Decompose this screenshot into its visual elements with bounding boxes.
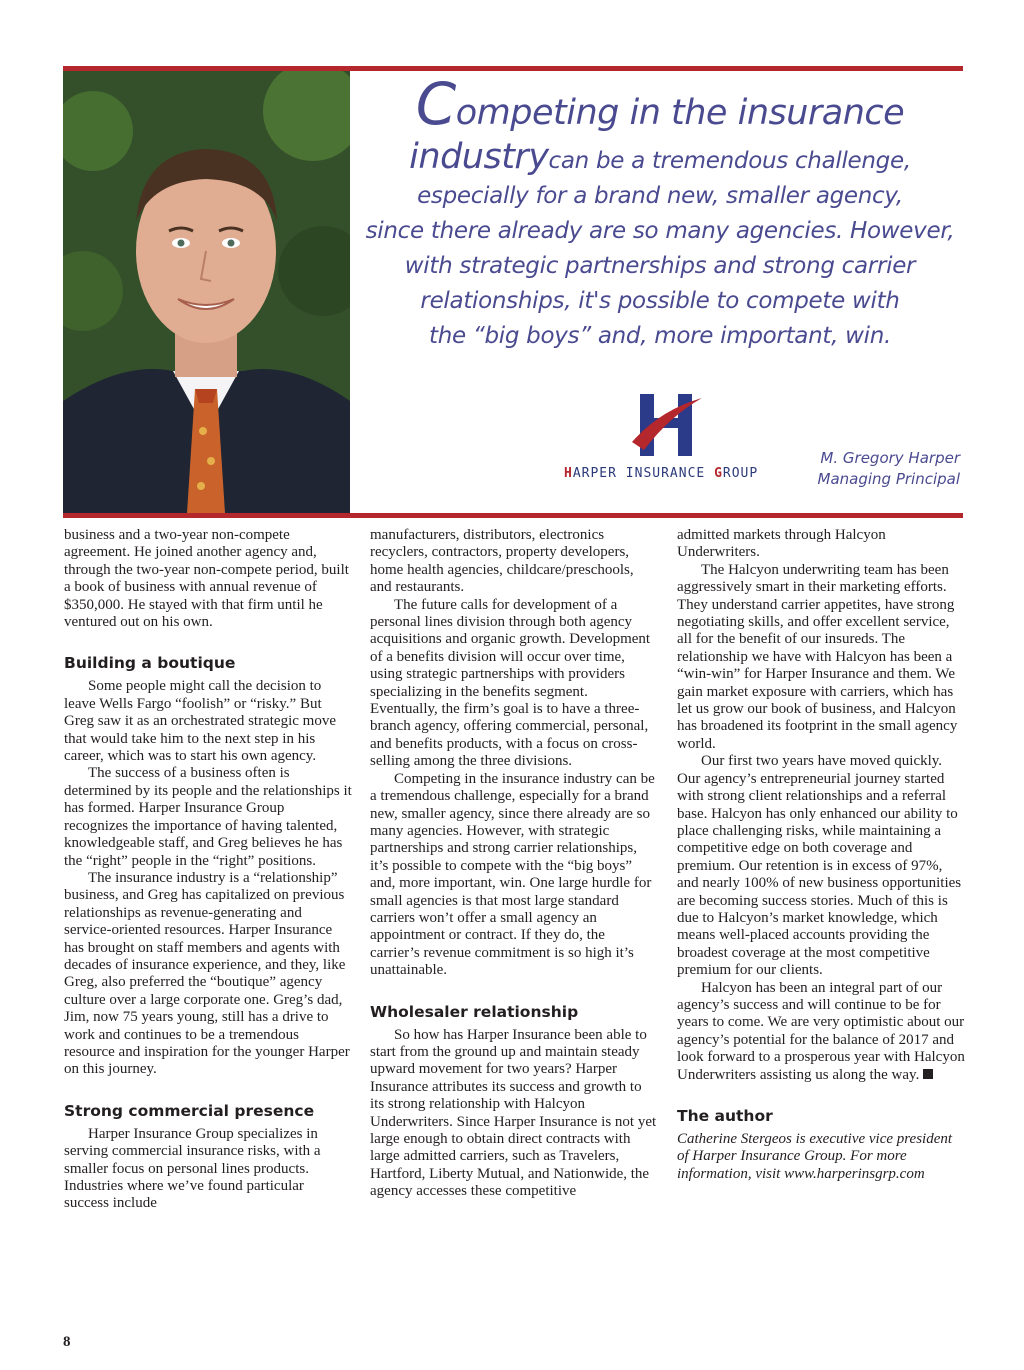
wordmark-part1: ARPER INSURANCE <box>572 466 715 481</box>
quote-attribution <box>818 448 961 490</box>
portrait-photo <box>63 71 350 513</box>
pull-quote-line4: since there already are so many agencies. However, <box>365 218 955 244</box>
column-1 <box>64 527 352 1213</box>
pull-quote-line7: the “big boys” and, more important, win. <box>429 323 891 349</box>
bottom-rule <box>63 513 963 518</box>
end-of-article-mark <box>923 1069 933 1079</box>
col3-paragraph-final <box>677 980 965 1084</box>
wordmark-g: G <box>714 466 723 481</box>
col2-paragraph: The future calls for development of a personal lines division through both agency acquisitions and organic growth. Development of a benefits division will occur over time, using strategic partnerships with providers specializing in the benefits segment. Eventually, the firm’s goal is to have a three-branch agency, offering commercial, personal, and benefits products, with a focus on cross-selling among the three divisions. <box>370 596 651 770</box>
harper-h-logo-mark <box>630 392 710 458</box>
col3-paragraph: admitted markets through Halcyon Underwriters. <box>677 527 886 561</box>
col2-paragraph: manufacturers, distributors, electronics recyclers, contractors, property developers, home health agencies, childcare/preschools, and restaurants. <box>370 527 634 596</box>
col2-paragraph: So how has Harper Insurance been able to start from the ground up and maintain steady upward movement for two years? Harper Insurance attributes its success and growth to its strong relationship with Halcyon Underwriters. Since Harper Insurance is not yet large enough to obtain direct contracts with large admitted carriers, such as Travelers, Hartford, Liberty Mutual, and Nationwide, the agency accesses these competitive <box>370 1026 657 1200</box>
section-heading: Strong commercial presence <box>64 1101 315 1120</box>
pull-quote-line2-rest: can be a tremendous challenge, <box>548 148 911 174</box>
pull-quote-line1-text: ompeting in the insurance <box>455 93 905 133</box>
section-heading: The author <box>677 1107 773 1125</box>
col2-paragraph: Competing in the insurance industry can be a tremendous challenge, especially for a brand new, smaller agency, since there already are so many agencies. However, with strategic partnerships and strong carrier relationships, it’s possible to compete with the “big boys” and, more important, win. One large hurdle for small agencies is that most large standard carriers won’t offer a small agency an appointment or contract. If they do, the carrier’s revenue commitment is so high it’s unattainable. <box>370 770 655 979</box>
pull-quote-line2 <box>360 135 960 179</box>
harper-logo <box>560 392 800 492</box>
col3-paragraph: The Halcyon underwriting team has been aggressively smart in their marketing efforts. They understand carrier appetites, have strong negotiating skills, and offer excellent service, all for the benefit of our insureds. The relationship we have with Halcyon has been a “win-win” for Harper Insurance and them. We gain market exposure with carriers, which has let us grow our book of business, and Halcyon has broadened its footprint in the small agency world. <box>677 561 958 752</box>
attribution-name: M. Gregory Harper <box>820 449 960 467</box>
column-3 <box>677 527 965 1183</box>
author-bio: Catherine Stergeos is executive vice president of Harper Insurance Group. For more information, visit www.harperinsgrp.com <box>677 1131 953 1182</box>
col3-paragraph: Our first two years have moved quickly. Our agency’s entrepreneurial journey started with strong client relationships and a referral base. Halcyon has only enhanced our ability to place challenging risks, while maintaining a competitive edge on both coverage and premium. Our retention is in excess of 97%, and nearly 100% of new business opportunities are becoming success stories. Much of this is due to Halcyon’s market knowledge, which means well-placed accounts providing the broadest coverage at the most competitive premium for our clients. <box>677 753 962 979</box>
pull-quote-line6: relationships, it's possible to compete with <box>420 288 900 314</box>
col1-paragraph: The insurance industry is a “relationship” business, and Greg has capitalized on previous relationships as revenue-generating and service-oriented resources. Harper Insurance has brought on staff members and agents with decades of insurance experience, and they, like Greg, also preferred the “boutique” agency culture over a large corporate one. Greg’s dad, Jim, now 75 years young, still has a drive to work and continues to be a tremendous resource and inspiration for the younger Harper on this journey. <box>64 869 350 1078</box>
attribution-title: Managing Principal <box>817 470 960 488</box>
section-heading: Wholesaler relationship <box>370 1002 579 1021</box>
col1-paragraph: business and a two-year non-compete agreement. He joined another agency and, through the two-year non-compete period, built a book of business with annual revenue of $350,000. He stayed with that firm until he ventured out on his own. <box>64 527 349 631</box>
pull-quote-line1 <box>360 70 960 138</box>
portrait-illustration <box>63 71 350 513</box>
pull-quote <box>360 70 960 354</box>
column-2 <box>370 527 658 1201</box>
col3-final-text: Halcyon has been an integral part of our agency’s success and will continue to be for years to come. We are very optimistic about our agency’s potential for the balance of 2017 and look forward to a prosperous year with Halcyon Underwriters assisting us along the way. <box>677 979 965 1083</box>
pull-quote-line3: especially for a brand new, smaller agency, <box>417 183 903 209</box>
col1-paragraph: The success of a business often is determined by its people and the relationships it has formed. Harper Insurance Group recognizes the importance of having talented, knowledgeable staff, and Greg believes he has the “right” people in the “right” positions. <box>64 765 352 869</box>
col1-paragraph: Some people might call the decision to leave Wells Fargo “foolish” or “risky.” But Greg saw it as an orchestrated strategic move that would take him to the next step in his career, which was to start his own agency. <box>64 678 336 765</box>
wordmark-h: H <box>564 466 573 481</box>
pull-quote-line5: with strategic partnerships and strong carrier <box>404 253 916 279</box>
page-number: 8 <box>63 1334 71 1350</box>
section-heading: Building a boutique <box>64 654 236 673</box>
logo-wordmark <box>564 466 800 481</box>
drop-cap: C <box>415 70 456 138</box>
pull-quote-lead-word: industry <box>409 137 549 177</box>
col1-paragraph: Harper Insurance Group specializes in serving commercial insurance risks, with a smaller focus on personal lines products. Industries where we’ve found particular success include <box>64 1125 321 1212</box>
wordmark-part2: ROUP <box>722 466 759 481</box>
